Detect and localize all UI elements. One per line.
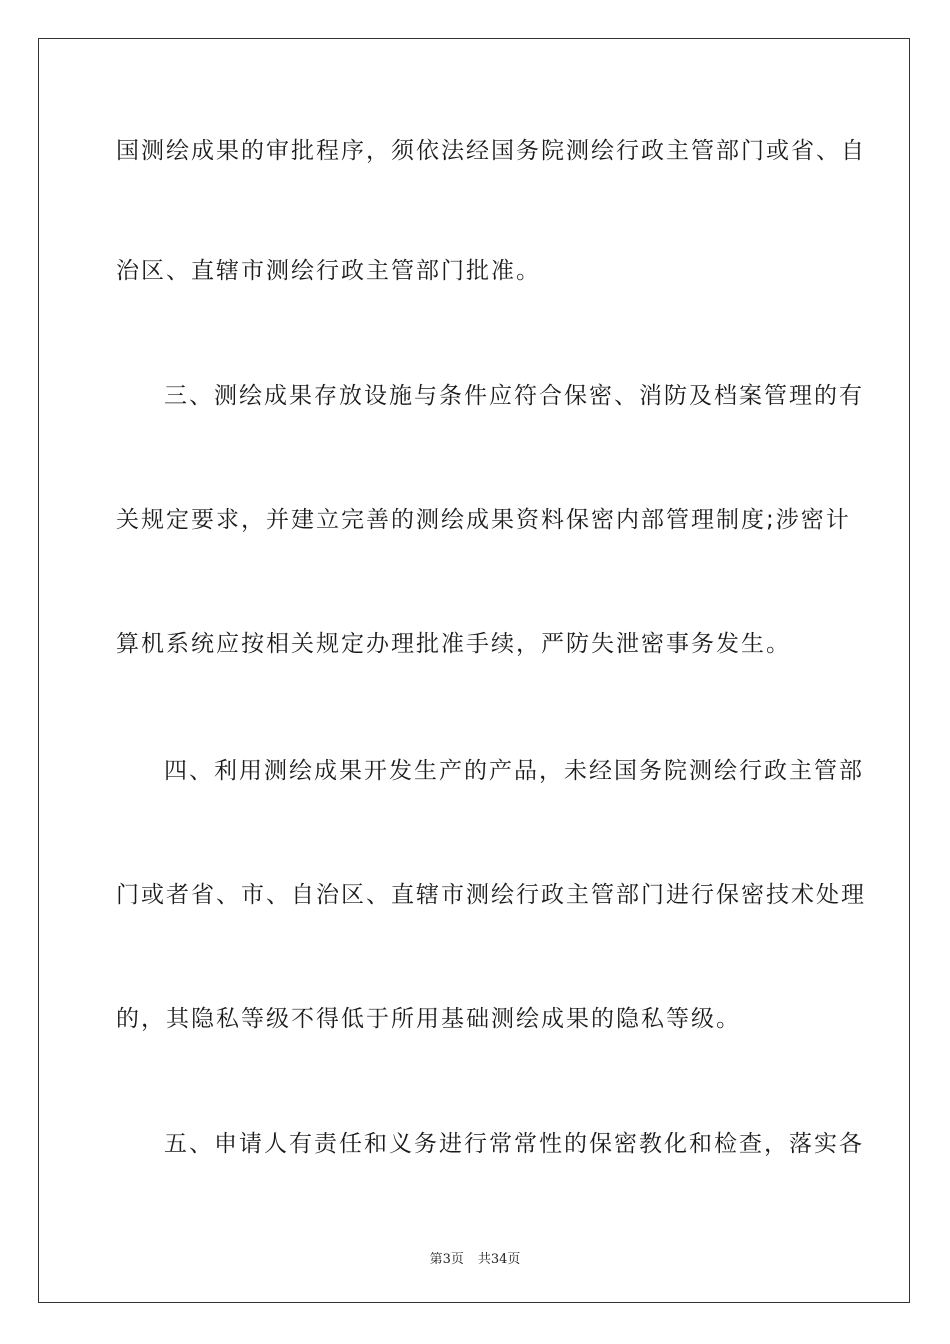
paragraph-line: 四、利用测绘成果开发生产的产品，未经国务院测绘行政主管部 — [164, 758, 864, 784]
paragraph-line: 门或者省、市、自治区、直辖市测绘行政主管部门进行保密技术处理 — [116, 882, 866, 908]
paragraph-line: 关规定要求，并建立完善的测绘成果资料保密内部管理制度;涉密计 — [116, 507, 851, 533]
page-number: 第3页 — [429, 1252, 464, 1267]
paragraph-line: 算机系统应按相关规定办理批准手续，严防失泄密事务发生。 — [116, 631, 791, 657]
paragraph-line: 五、申请人有责任和义务进行常常性的保密教化和检查，落实各 — [164, 1131, 864, 1157]
total-pages: 共34页 — [477, 1252, 521, 1267]
paragraph-line: 的，其隐私等级不得低于所用基础测绘成果的隐私等级。 — [116, 1006, 741, 1032]
paragraph-line: 三、测绘成果存放设施与条件应符合保密、消防及档案管理的有 — [164, 383, 864, 409]
page-border — [38, 38, 910, 1303]
paragraph-line: 国测绘成果的审批程序，须依法经国务院测绘行政主管部门或省、自 — [116, 138, 866, 164]
page-footer — [0, 1248, 950, 1267]
paragraph-line: 治区、直辖市测绘行政主管部门批准。 — [116, 258, 541, 284]
